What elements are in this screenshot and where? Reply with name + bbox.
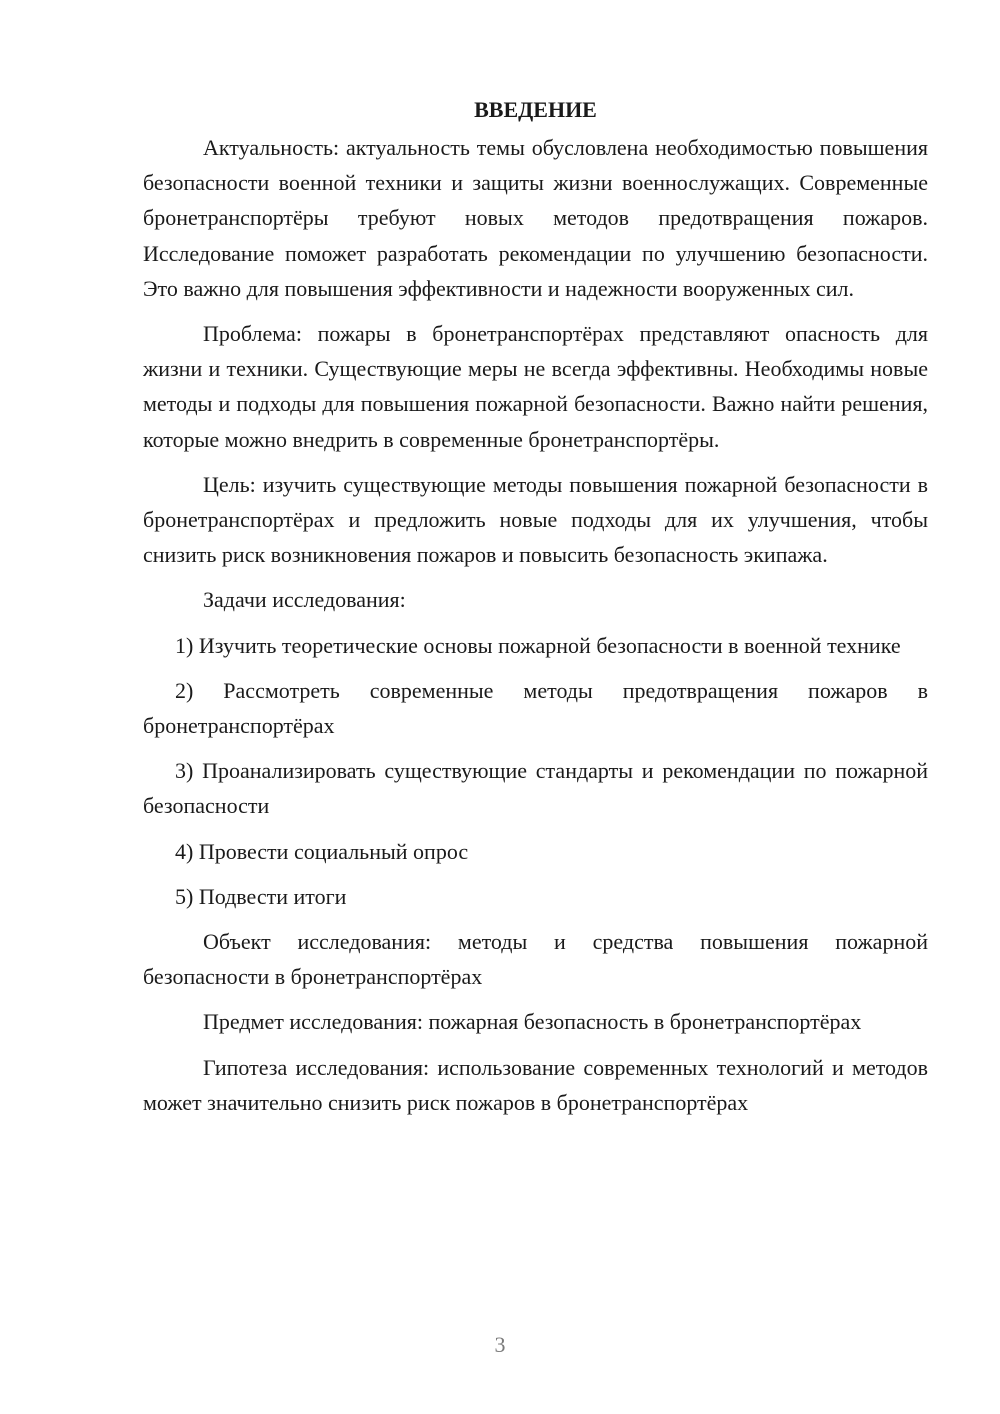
document-page: [143, 92, 928, 1130]
task-item-2: 2) Рассмотреть современные методы предотвращения пожаров в бронетранспортёрах: [143, 677, 928, 739]
paragraph-problem: Проблема: пожары в бронетранспортёрах представляют опасность для жизни и техники. Существующие меры не всегда эффективны. Необходимы новые методы и подходы для повышения пожарной безопасности. Важно найти решения, которые можно внедрить в современные бронетранспортёры.: [143, 321, 928, 452]
paragraph-subject: Предмет исследования: пожарная безопасность в бронетранспортёрах: [203, 1009, 862, 1035]
task-item-3: 3) Проанализировать существующие стандарты и рекомендации по пожарной безопасности: [143, 758, 928, 819]
page-number: 3: [494, 1332, 506, 1357]
task-item-4: 4) Провести социальный опрос: [175, 838, 469, 864]
task-item-5: 5) Подвести итоги: [175, 883, 347, 909]
paragraph-relevance: Актуальность: актуальность темы обусловлена необходимостью повышения безопасности военной техники и защиты жизни военнослужащих. Современные бронетранспортёры требуют новых методов предотвращения пожаров. Исследование поможет разработать рекомендации по улучшению безопасности. Это важно для повышения эффективности и надежности вооруженных сил.: [143, 135, 928, 301]
task-item-1: 1) Изучить теоретические основы пожарной безопасности в военной технике: [175, 632, 901, 658]
paragraph-object: Объект исследования: методы и средства повышения пожарной безопасности в бронетранспортёрах: [143, 929, 928, 990]
paragraph-goal: Цель: изучить существующие методы повышения пожарной безопасности в бронетранспортёрах и предложить новые подходы для их улучшения, чтобы снизить риск возникновения пожаров и повысить безопасность экипажа.: [143, 471, 928, 568]
tasks-heading: Задачи исследования:: [203, 587, 406, 613]
paragraph-hypothesis: Гипотеза исследования: использование современных технологий и методов может значительно снизить риск пожаров в бронетранспортёрах: [143, 1054, 928, 1115]
page-title: ВВЕДЕНИЕ: [474, 97, 597, 122]
